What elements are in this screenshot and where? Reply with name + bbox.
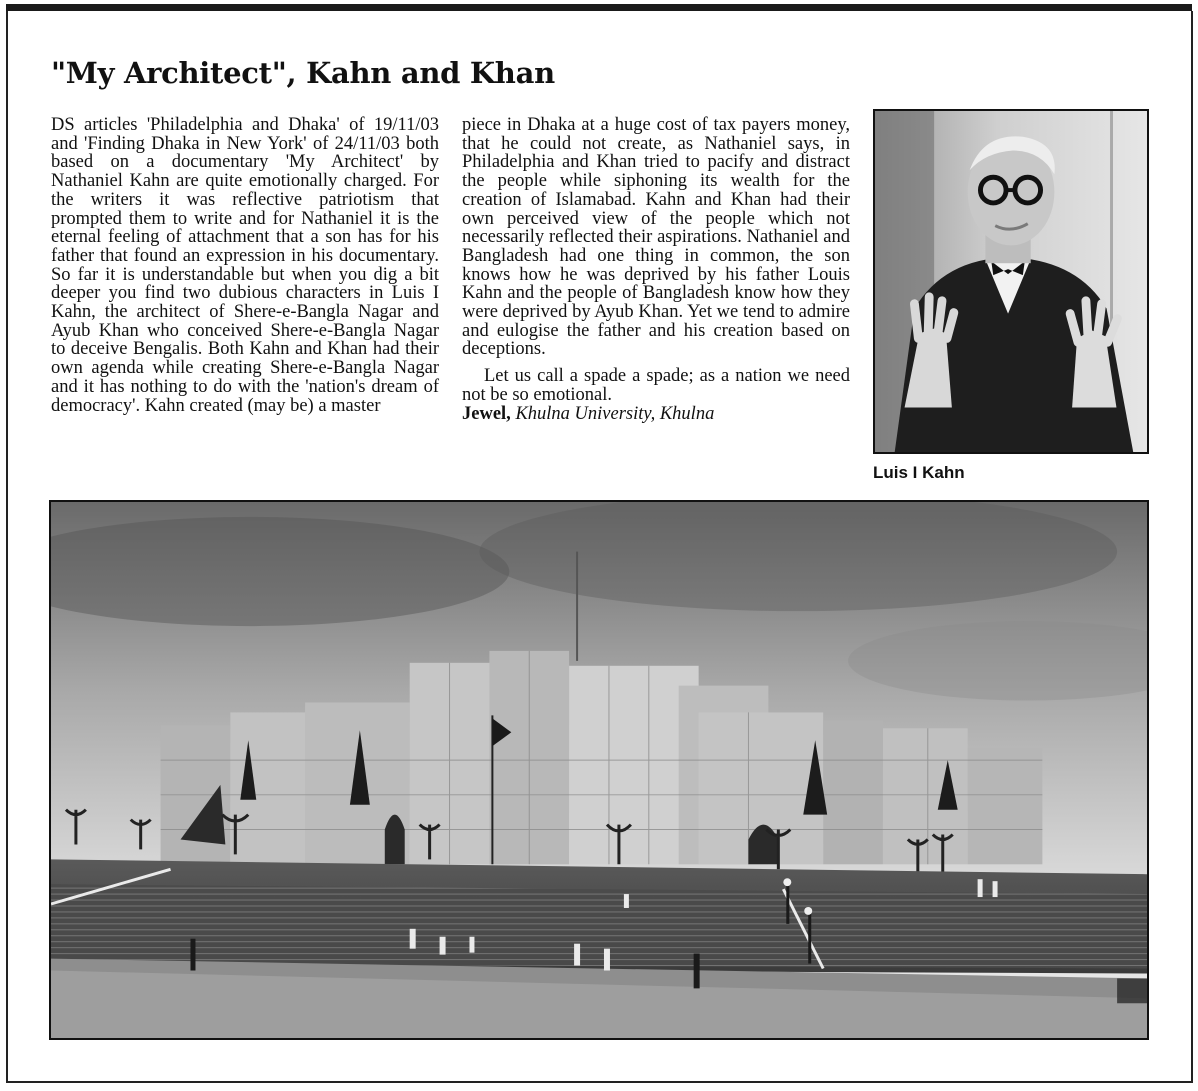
signature — [462, 405, 850, 424]
author-name: Jewel, — [462, 403, 511, 424]
top-rule — [6, 4, 1192, 11]
kahn-portrait-illustration — [875, 111, 1147, 452]
body-paragraph-3: Let us call a spade a spade; as a nation we need not be so emotional. — [462, 366, 850, 405]
kahn-photo-caption: Luis I Kahn — [873, 463, 965, 482]
body-paragraph-2: piece in Dhaka at a huge cost of tax payers money, that he could not create, as Nathaniel says, in Philadelphia and Khan tried to pacify and distract the people while siphoning its wealth for the creation of Islamabad. Kahn and Khan had their own perceived view of the people which not necessarily reflected their aspirations. Nathaniel and Bangladesh had one thing in common, the son knows how he was deprived by his father Louis Kahn and the people of Bangladesh know how they were deprived by Ayub Khan. Yet we tend to admire and eulogise the father and his creation based on deceptions. — [462, 115, 850, 360]
article-column-1 — [51, 116, 439, 415]
parliament-illustration — [51, 502, 1147, 1038]
article-column-2 — [462, 116, 850, 423]
body-paragraph-1: DS articles 'Philadelphia and Dhaka' of 19/11/03 and 'Finding Dhaka in New York' of 24/11/03 both based on a documentary 'My Architect' by Nathaniel Kahn are quite emotionally charged. For the writers it was reflective patriotism that prompted them to write and for Nathaniel it is the eternal feeling of attachment that a son has for his father that found an expression in his documentary. So far it is understandable but when you dig a bit deeper you find two dubious characters in Luis I Kahn, the architect of Shere-e-Bangla Nagar and Ayub Khan who conceived Shere-e-Bangla Nagar to deceive Bengalis. Both Kahn and Khan had their own agenda while creating Shere-e-Bangla Nagar and it has nothing to do with the 'nation's dream of democracy'. Kahn created (may be) a master — [51, 115, 439, 416]
parliament-building-photo — [49, 500, 1149, 1040]
author-affiliation: Khulna University, Khulna — [515, 403, 715, 424]
kahn-portrait-photo — [873, 109, 1149, 454]
headline: "My Architect", Kahn and Khan — [51, 56, 555, 90]
